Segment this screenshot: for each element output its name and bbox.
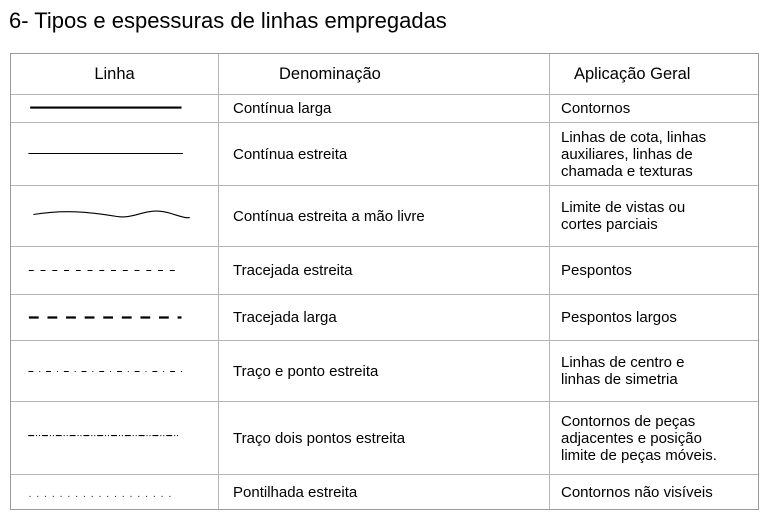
aplicacao-cell: [549, 123, 758, 185]
table-row: [11, 474, 758, 509]
aplicacao-cell: [549, 475, 758, 509]
line-sample-cell: [11, 341, 218, 401]
aplicacao-line: Linhas de centro e: [561, 354, 685, 371]
line-sample-cell: [11, 295, 218, 340]
line-sample-cell: [11, 123, 218, 185]
aplicacao-line: Contornos de peças: [561, 412, 696, 430]
aplicacao-cell: [549, 402, 758, 474]
denominacao-cell: Traço dois pontos estreita: [218, 402, 549, 474]
aplicacao-cell: [549, 186, 758, 246]
table-row: [11, 340, 758, 401]
denominacao-cell: Pontilhada estreita: [218, 475, 549, 509]
line-sample-cell: [11, 186, 218, 246]
line-sample-dashed-thick: [27, 295, 202, 340]
line-sample-cell: [11, 475, 218, 509]
line-sample-cell: [11, 402, 218, 474]
aplicacao-line: chamada e texturas: [561, 162, 693, 180]
table-row: [11, 401, 758, 474]
aplicacao-line: auxiliares, linhas de: [561, 145, 693, 163]
aplicacao-line: Contornos: [561, 100, 631, 117]
denominacao-cell: Traço e ponto estreita: [218, 341, 549, 401]
aplicacao-cell: [549, 295, 758, 340]
line-sample-dotted-thin: [27, 475, 202, 509]
header-linha: Linha: [94, 64, 135, 83]
header-denominacao: Denominação: [218, 54, 549, 94]
aplicacao-cell: [549, 341, 758, 401]
denominacao-cell: Tracejada larga: [218, 295, 549, 340]
line-sample-freehand-thin: [27, 186, 202, 246]
table-row: [11, 246, 758, 294]
line-sample-dash-dot-thin: [27, 341, 202, 401]
line-sample-dash-double-dot-thin: [27, 402, 202, 474]
aplicacao-line: Contornos não visíveis: [561, 483, 713, 501]
denominacao-cell: Contínua estreita a mão livre: [218, 186, 549, 246]
aplicacao-line: Limite de vistas ou: [561, 199, 686, 216]
aplicacao-line: Pespontos largos: [561, 309, 677, 326]
line-sample-continuous-thick: [27, 95, 202, 122]
aplicacao-line: Pespontos: [561, 262, 632, 279]
denominacao-cell: Tracejada estreita: [218, 247, 549, 294]
line-sample-continuous-thin: [27, 123, 202, 185]
header-aplicacao: Aplicação Geral: [549, 54, 758, 94]
table-row: [11, 294, 758, 340]
line-sample-cell: [11, 247, 218, 294]
aplicacao-cell: [549, 95, 758, 122]
aplicacao-line: linhas de simetria: [561, 371, 678, 388]
aplicacao-line: cortes parciais: [561, 216, 658, 233]
aplicacao-line: adjacentes e posição: [561, 429, 702, 447]
table-header-row: [11, 54, 758, 94]
table-row: [11, 94, 758, 122]
aplicacao-cell: [549, 247, 758, 294]
line-sample-dashed-thin: [27, 247, 202, 294]
denominacao-cell: Contínua estreita: [218, 123, 549, 185]
line-types-table: [10, 53, 759, 510]
aplicacao-line: Linhas de cota, linhas: [561, 128, 707, 146]
denominacao-cell: Contínua larga: [218, 95, 549, 122]
line-sample-cell: [11, 95, 218, 122]
page-title: 6- Tipos e espessuras de linhas empregadas: [9, 8, 447, 33]
aplicacao-line: limite de peças móveis.: [561, 446, 717, 464]
table-row: [11, 185, 758, 246]
table-row: [11, 122, 758, 185]
